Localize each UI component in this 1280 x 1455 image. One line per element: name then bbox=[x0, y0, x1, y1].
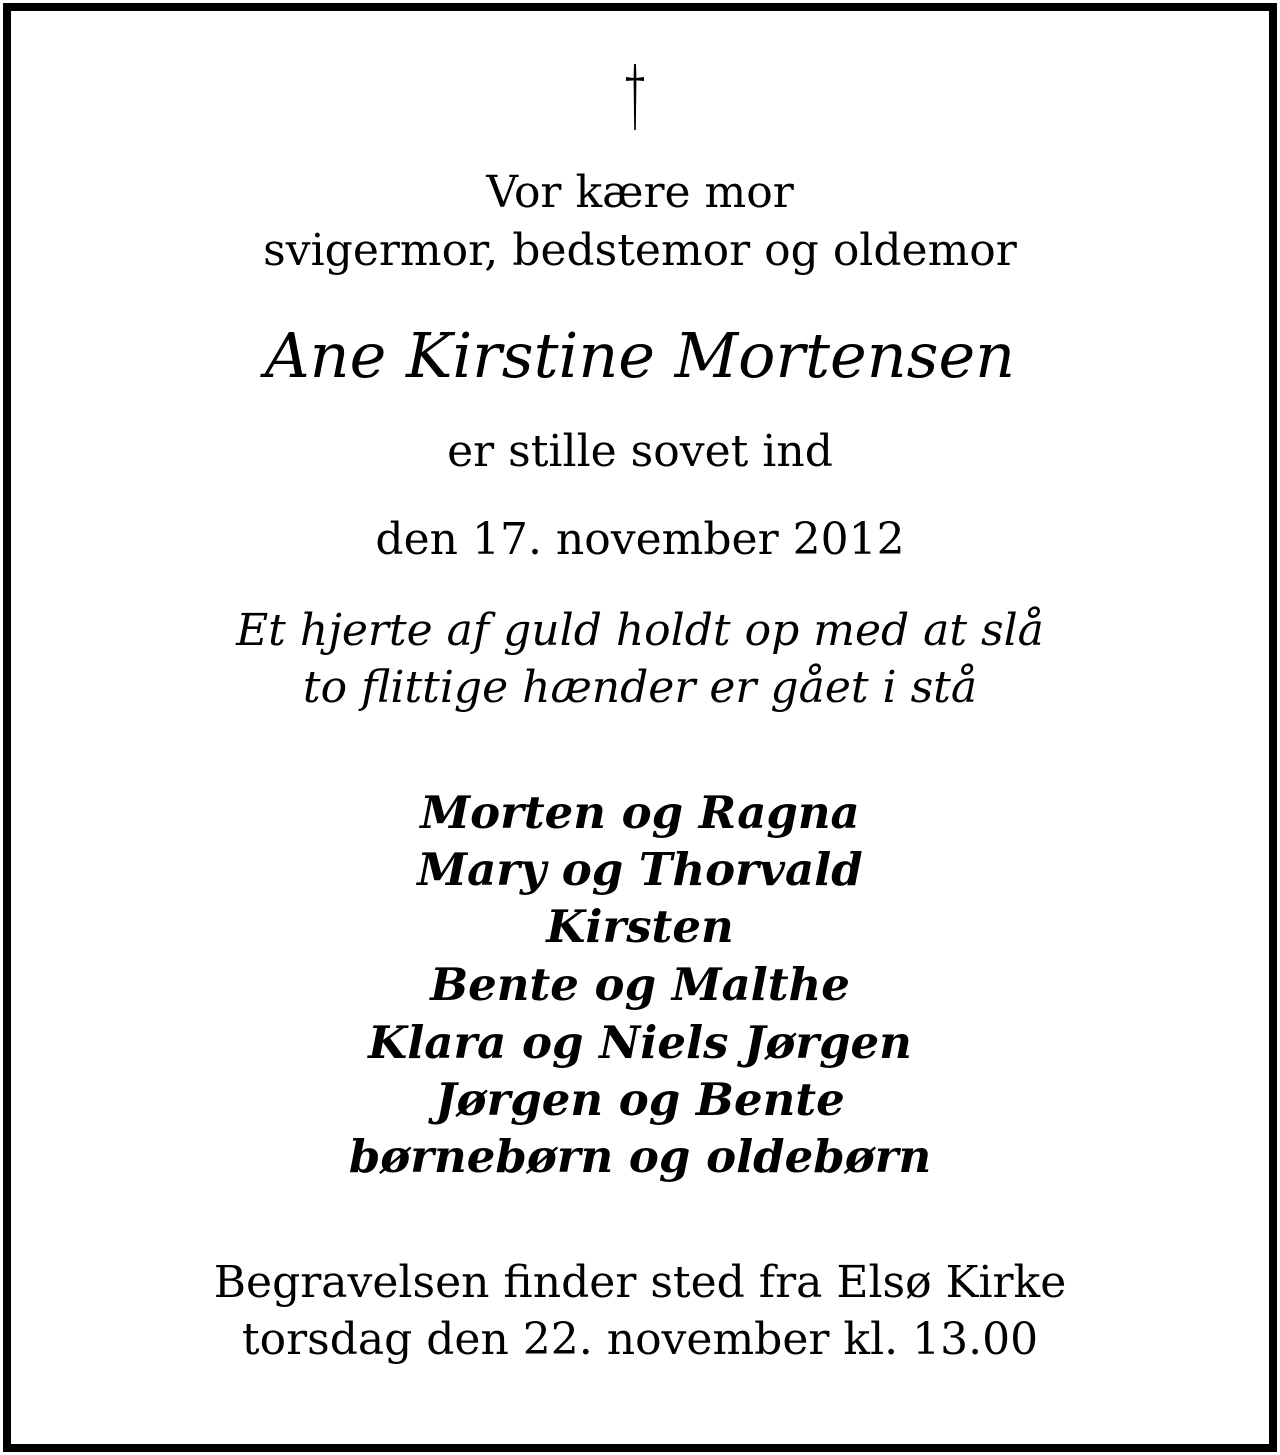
family-line-1: Morten og Ragna bbox=[420, 786, 860, 839]
family-line-7: børnebørn og oldebørn bbox=[348, 1130, 932, 1183]
family-line-3: Kirsten bbox=[546, 900, 734, 953]
family-line-6: Jørgen og Bente bbox=[435, 1073, 845, 1126]
passed-text: er stille sovet ind bbox=[447, 426, 833, 477]
verse-line-1: Et hjerte af guld holdt op med at slå bbox=[236, 605, 1044, 656]
family-line-5: Klara og Niels Jørgen bbox=[368, 1016, 912, 1069]
family-line-2: Mary og Thorvald bbox=[417, 843, 863, 896]
family-line-4: Bente og Malthe bbox=[430, 958, 850, 1011]
deceased-name: Ane Kirstine Mortensen bbox=[264, 319, 1016, 392]
date-text: den 17. november 2012 bbox=[375, 514, 905, 565]
verse-line-2: to flittige hænder er gået i stå bbox=[302, 662, 978, 713]
funeral-line-2: torsdag den 22. november kl. 13.00 bbox=[241, 1314, 1039, 1365]
intro-line-2: svigermor, bedstemor og oldemor bbox=[263, 225, 1017, 276]
latin-cross-icon bbox=[622, 62, 648, 132]
intro-line-1: Vor kære mor bbox=[486, 167, 794, 218]
funeral-line-1: Begravelsen finder sted fra Elsø Kirke bbox=[213, 1257, 1067, 1308]
